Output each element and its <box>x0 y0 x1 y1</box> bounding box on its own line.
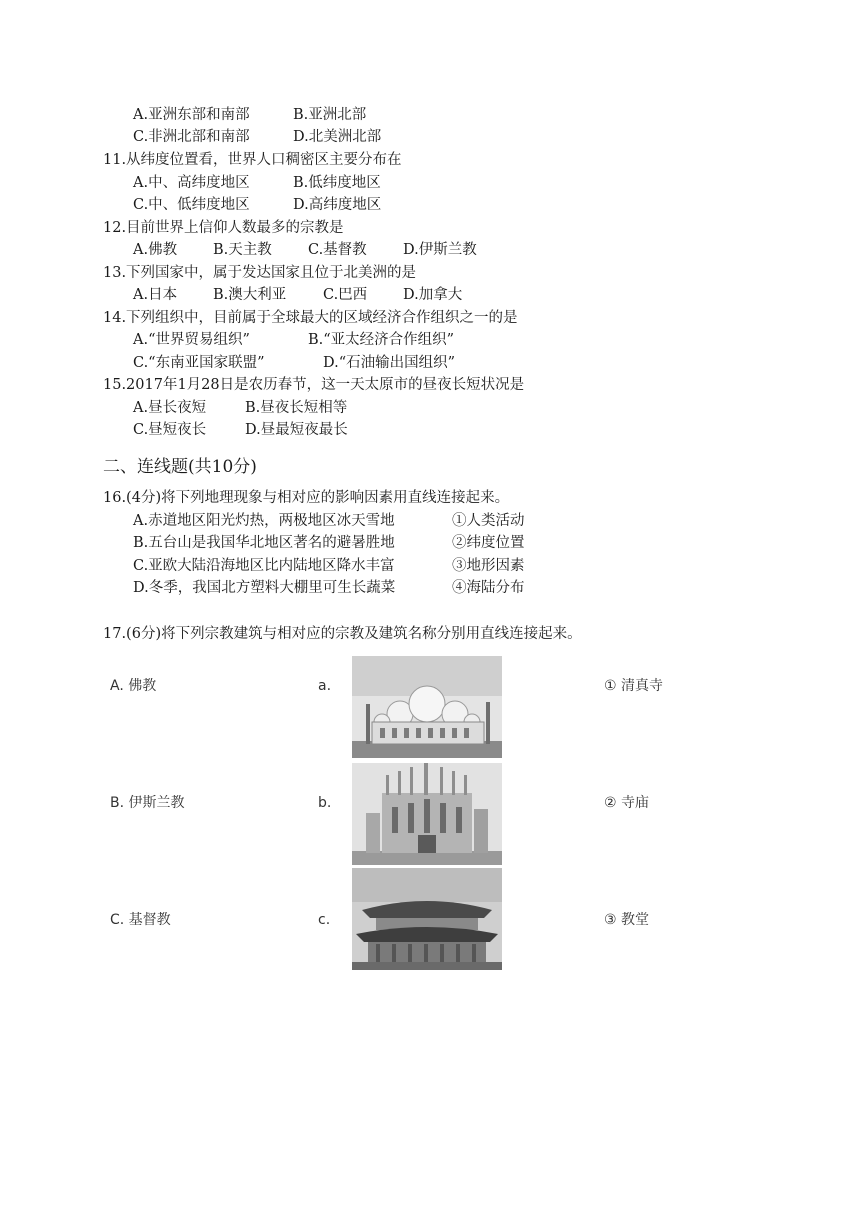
q16-left-a: A.赤道地区阳光灼热，两极地区冰天雪地 <box>133 513 395 529</box>
q10-option-a: A.亚洲东部和南部 <box>133 107 250 123</box>
q17-letter-c: c. <box>318 912 331 928</box>
q15-option-c: C.昼短夜长 <box>133 422 207 438</box>
cathedral-photo <box>352 763 502 865</box>
q17-religion-c: C. 基督教 <box>110 912 171 928</box>
section-title: 二、连线题(共10分) <box>103 457 257 477</box>
q15-option-b: B.昼夜长短相等 <box>245 400 348 416</box>
q15-option-d: D.昼最短夜最长 <box>245 422 348 438</box>
q17-name-1: ① 清真寺 <box>604 678 664 694</box>
q16-stem: 16.(4分)将下列地理现象与相对应的影响因素用直线连接起来。 <box>103 490 510 506</box>
q12-stem: 12.目前世界上信仰人数最多的宗教是 <box>103 220 344 236</box>
q16-right-2: ②纬度位置 <box>452 535 525 551</box>
q11-option-b: B.低纬度地区 <box>293 175 381 191</box>
q16-right-1: ①人类活动 <box>452 513 525 529</box>
q10-option-b: B.亚洲北部 <box>293 107 367 123</box>
q14-option-c: C.“东南亚国家联盟” <box>133 355 265 371</box>
q12-option-a: A.佛教 <box>133 242 178 258</box>
q16-left-d: D.冬季，我国北方塑料大棚里可生长蔬菜 <box>133 580 396 596</box>
q16-left-c: C.亚欧大陆沿海地区比内陆地区降水丰富 <box>133 558 395 574</box>
q15-option-a: A.昼长夜短 <box>133 400 207 416</box>
q12-option-c: C.基督教 <box>308 242 367 258</box>
q17-name-3: ③ 教堂 <box>604 912 650 928</box>
q14-stem: 14.下列组织中，目前属于全球最大的区域经济合作组织之一的是 <box>103 310 518 326</box>
q11-option-c: C.中、低纬度地区 <box>133 197 250 213</box>
q13-option-a: A.日本 <box>133 287 178 303</box>
q16-left-b: B.五台山是我国华北地区著名的避暑胜地 <box>133 535 395 551</box>
q13-stem: 13.下列国家中，属于发达国家且位于北美洲的是 <box>103 265 417 281</box>
q15-stem: 15.2017年1月28日是农历春节，这一天太原市的昼夜长短状况是 <box>103 377 525 393</box>
q17-letter-a: a. <box>318 678 332 694</box>
q11-stem: 11.从纬度位置看，世界人口稠密区主要分布在 <box>103 152 402 168</box>
q17-letter-b: b. <box>318 795 332 811</box>
q13-option-b: B.澳大利亚 <box>213 287 287 303</box>
q12-option-d: D.伊斯兰教 <box>403 242 477 258</box>
q10-option-c: C.非洲北部和南部 <box>133 129 250 145</box>
mosque-photo <box>352 656 502 758</box>
q14-option-d: D.“石油输出国组织” <box>323 355 456 371</box>
q17-stem: 17.(6分)将下列宗教建筑与相对应的宗教及建筑名称分别用直线连接起来。 <box>103 626 582 642</box>
q14-option-b: B.“亚太经济合作组织” <box>308 332 455 348</box>
temple-photo <box>352 868 502 970</box>
q16-right-3: ③地形因素 <box>452 558 525 574</box>
q13-option-d: D.加拿大 <box>403 287 463 303</box>
q14-option-a: A.“世界贸易组织” <box>133 332 250 348</box>
q17-religion-b: B. 伊斯兰教 <box>110 795 185 811</box>
q13-option-c: C.巴西 <box>323 287 368 303</box>
q12-option-b: B.天主教 <box>213 242 272 258</box>
q11-option-a: A.中、高纬度地区 <box>133 175 250 191</box>
q16-right-4: ④海陆分布 <box>452 580 525 596</box>
q17-name-2: ② 寺庙 <box>604 795 650 811</box>
q17-religion-a: A. 佛教 <box>110 678 157 694</box>
q10-option-d: D.北美洲北部 <box>293 129 382 145</box>
q11-option-d: D.高纬度地区 <box>293 197 382 213</box>
